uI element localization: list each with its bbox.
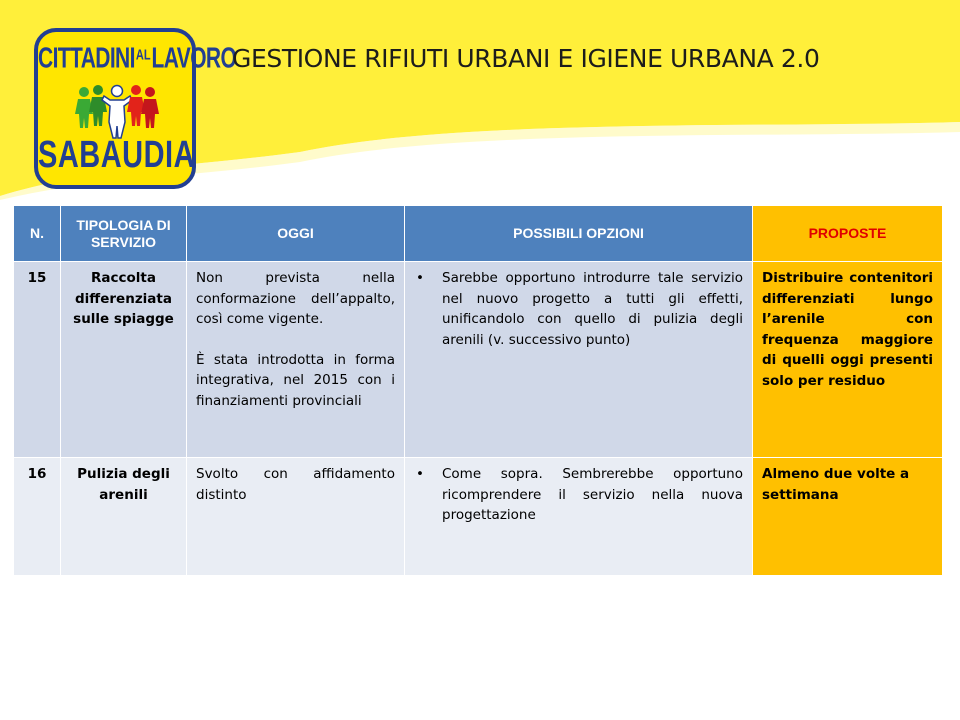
logo-word-cittadini: CITTADINI [38, 43, 135, 75]
row-tipologia: Pulizia degli arenili [61, 458, 187, 576]
row-opzioni-text: Sarebbe opportuno introdurre tale servizio nel nuovo progetto a tutti gli effetti, unificandolo con quello di pulizia degli arenili (v. successivo punto) [442, 270, 743, 348]
row-oggi-paragraph: Svolto con affidamento distinto [196, 466, 395, 503]
row-opzioni [405, 262, 753, 458]
row-number: 16 [14, 458, 61, 576]
header-number: N. [14, 206, 61, 262]
table-row [14, 262, 943, 458]
cittadini-al-lavoro-logo [34, 28, 237, 189]
bullet-icon: • [416, 270, 424, 286]
row-oggi-paragraph: È stata introdotta in forma integrativa, nel 2015 con i finanziamenti provinciali [196, 351, 395, 409]
table-header-row [14, 206, 943, 262]
logo-word-lavoro: LAVORO [151, 43, 237, 75]
row-oggi [187, 262, 405, 458]
header-possibili-opzioni: POSSIBILI OPZIONI [405, 206, 753, 262]
row-proposte: Distribuire contenitori differenziati lungo l’arenile con frequenza maggiore di quelli oggi presenti solo per residuo [753, 262, 943, 458]
row-tipologia: Raccolta differenziata sulle spiagge [61, 262, 187, 458]
row-opzioni [405, 458, 753, 576]
table-row [14, 458, 943, 576]
logo-text-sabaudia: SABAUDIA [38, 134, 196, 177]
logo-text-top [38, 39, 237, 75]
row-oggi [187, 458, 405, 576]
people-group-icon [74, 84, 160, 142]
row-opzioni-text: Come sopra. Sembrerebbe opportuno ricomprendere il servizio nella nuova progettazione [442, 466, 743, 523]
page-title: GESTIONE RIFIUTI URBANI E IGIENE URBANA 2.0 [232, 44, 820, 73]
logo-word-al: AL [135, 47, 151, 64]
header-proposte: PROPOSTE [753, 206, 943, 262]
row-number: 15 [14, 262, 61, 458]
row-oggi-paragraph: Non prevista nella conformazione dell’appalto, così come vigente. [196, 270, 395, 327]
bullet-icon: • [416, 466, 424, 482]
row-proposte: Almeno due volte a settimana [753, 458, 943, 576]
header-oggi: OGGI [187, 206, 405, 262]
services-table [13, 205, 943, 576]
header-tipologia: TIPOLOGIA DI SERVIZIO [61, 206, 187, 262]
